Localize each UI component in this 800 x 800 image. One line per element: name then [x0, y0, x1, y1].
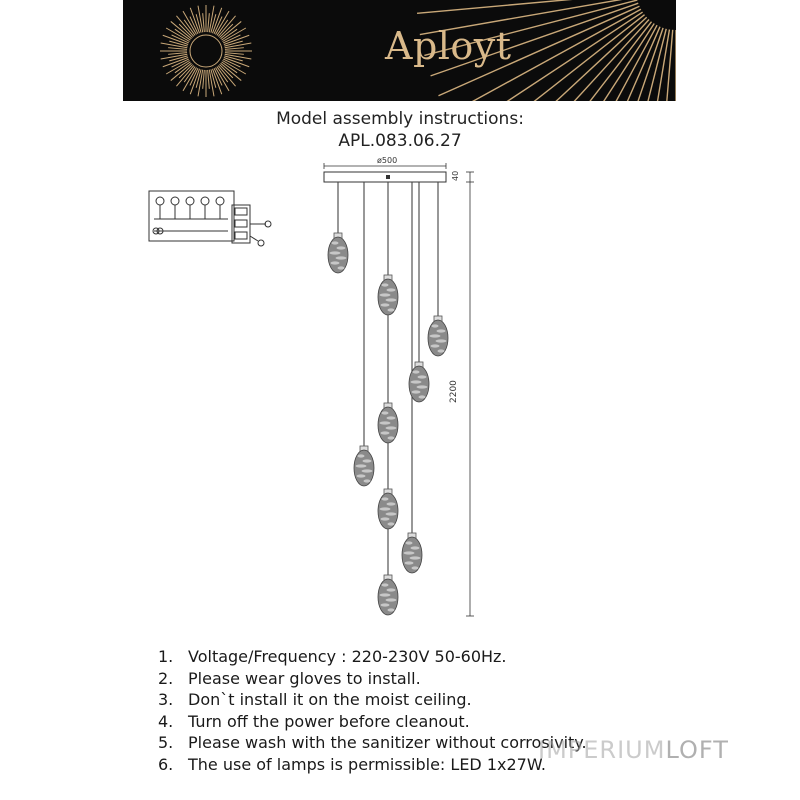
instruction-number: 3. [158, 690, 174, 709]
instruction-text: The use of lamps is permissible: LED 1x27W. [188, 754, 546, 774]
pendant-lamp [378, 403, 398, 443]
instruction-number: 4. [158, 711, 174, 731]
instruction-item [158, 689, 587, 711]
technical-drawing [140, 155, 500, 635]
instruction-number: 2. [158, 668, 174, 688]
pendant-lamp [378, 489, 398, 529]
document-title: Model assembly instructions: [276, 109, 524, 129]
watermark [538, 736, 729, 764]
instruction-text: Don`t install it on the moist ceiling. [188, 690, 472, 709]
instruction-item [158, 646, 587, 668]
instruction-item [158, 754, 587, 776]
pendant-lamp [428, 316, 448, 356]
height-dimension-line [466, 172, 474, 616]
instruction-item [158, 732, 587, 754]
pendant-lamp [354, 446, 374, 486]
ceiling-canopy [324, 163, 446, 182]
instructions-list [158, 646, 587, 775]
instruction-text: Turn off the power before cleanout. [188, 711, 470, 731]
header-banner [123, 0, 676, 101]
pendant-lamp [378, 575, 398, 615]
instruction-item [158, 711, 587, 733]
wiring-diagram [149, 191, 271, 246]
instruction-text: Voltage/Frequency : 220-230V 50-60Hz. [188, 647, 507, 666]
model-number: APL.083.06.27 [338, 131, 462, 151]
instruction-number: 5. [158, 733, 174, 752]
canopy-height-label: 40 [451, 170, 460, 181]
instruction-number: 1. [158, 647, 174, 666]
instruction-text: Please wash with the sanitizer without corrosivity. [188, 733, 587, 752]
instruction-text: Please wear gloves to install. [188, 668, 421, 688]
total-height-label: 2200 [449, 380, 459, 403]
brand-logo-text: Aployt [385, 24, 512, 68]
instruction-item [158, 668, 587, 690]
pendant-lamp [378, 275, 398, 315]
diameter-dimension-label: ø500 [377, 156, 398, 165]
pendant-lamp [402, 533, 422, 573]
pendant-lamp [328, 233, 348, 273]
watermark-part2: LOFT [665, 736, 729, 764]
watermark-part1: IMPERIUM [538, 736, 666, 764]
instruction-number: 6. [158, 754, 174, 774]
